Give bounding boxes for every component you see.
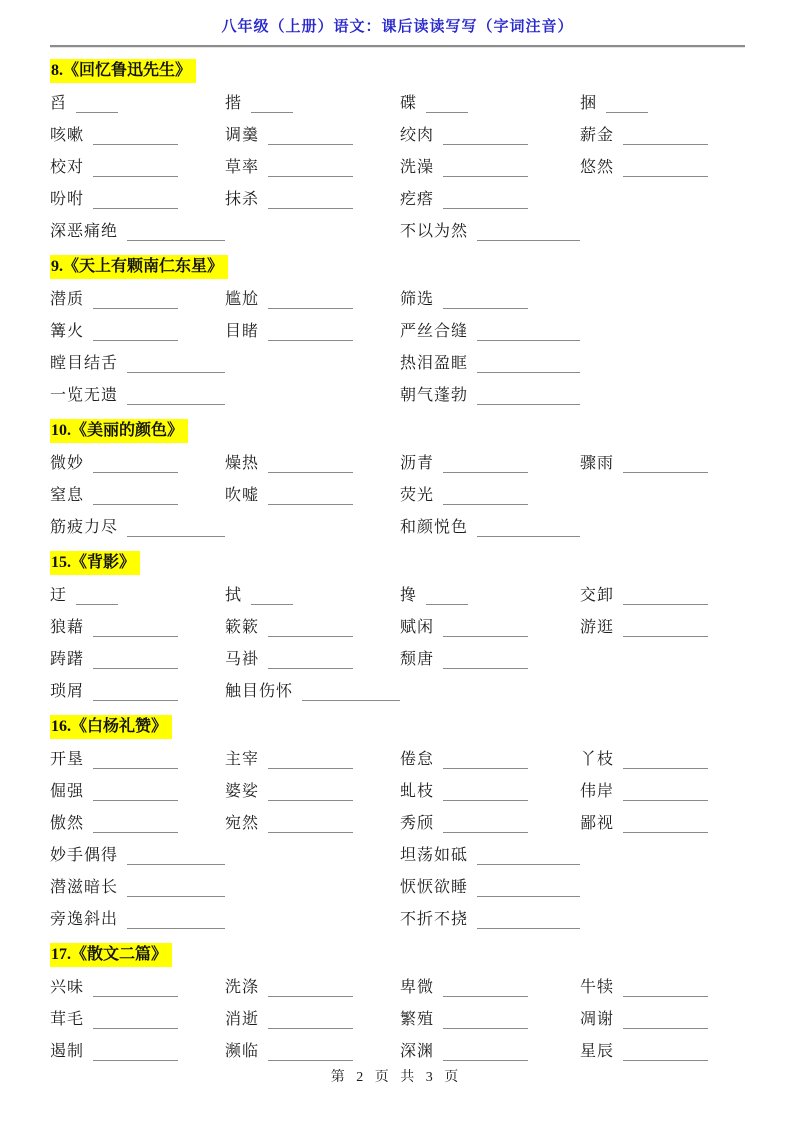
vocab-word: 琐屑 bbox=[50, 683, 85, 700]
vocab-item bbox=[400, 150, 580, 182]
pinyin-blank-line bbox=[443, 623, 528, 637]
pinyin-blank-line bbox=[268, 491, 353, 505]
vocab-word: 濒临 bbox=[225, 1043, 260, 1060]
vocab-word: 搀 bbox=[400, 587, 418, 604]
pinyin-blank-line bbox=[127, 523, 225, 537]
pinyin-blank-line bbox=[268, 655, 353, 669]
vocab-item bbox=[580, 1002, 745, 1034]
vocab-word: 草率 bbox=[225, 159, 260, 176]
vocab-item bbox=[50, 118, 225, 150]
vocab-word: 开垦 bbox=[50, 751, 85, 768]
vocab-word: 严丝合缝 bbox=[400, 323, 469, 340]
pinyin-blank-line bbox=[443, 295, 528, 309]
vocab-word: 繁殖 bbox=[400, 1011, 435, 1028]
vocab-word: 沥青 bbox=[400, 455, 435, 472]
vocab-row bbox=[50, 346, 745, 378]
vocab-word: 傲然 bbox=[50, 815, 85, 832]
page-title: 八年级（上册）语文：课后读读写写（字词注音） bbox=[221, 19, 574, 35]
vocab-item bbox=[50, 970, 225, 1002]
vocab-item bbox=[225, 578, 400, 610]
pinyin-blank-line bbox=[127, 391, 225, 405]
vocab-word: 捆 bbox=[580, 95, 598, 112]
pinyin-blank-line bbox=[93, 1047, 178, 1061]
vocab-item bbox=[225, 774, 400, 806]
vocab-item bbox=[400, 182, 580, 214]
vocab-item bbox=[580, 446, 745, 478]
vocab-item bbox=[400, 1034, 580, 1066]
pinyin-blank-line bbox=[268, 1047, 353, 1061]
pinyin-blank-line bbox=[443, 787, 528, 801]
vocab-word: 薪金 bbox=[580, 127, 615, 144]
vocab-item bbox=[400, 642, 580, 674]
vocab-item bbox=[400, 838, 580, 870]
vocab-word: 绞肉 bbox=[400, 127, 435, 144]
lesson-section bbox=[50, 50, 745, 246]
pinyin-blank-line bbox=[443, 459, 528, 473]
vocab-item bbox=[400, 86, 580, 118]
pinyin-blank-line bbox=[268, 755, 353, 769]
pinyin-blank-line bbox=[251, 591, 293, 605]
vocab-item bbox=[225, 182, 400, 214]
pinyin-blank-line bbox=[477, 883, 580, 897]
vocab-word: 妙手偶得 bbox=[50, 847, 119, 864]
pinyin-blank-line bbox=[93, 655, 178, 669]
vocab-item bbox=[225, 970, 400, 1002]
pinyin-blank-line bbox=[443, 755, 528, 769]
vocab-row bbox=[50, 838, 745, 870]
page-footer bbox=[0, 1066, 793, 1086]
vocab-item bbox=[50, 86, 225, 118]
pinyin-blank-line bbox=[477, 915, 580, 929]
vocab-item bbox=[50, 674, 225, 706]
pinyin-blank-line bbox=[477, 227, 580, 241]
vocab-word: 丫枝 bbox=[580, 751, 615, 768]
vocab-item bbox=[50, 1034, 225, 1066]
vocab-item bbox=[400, 870, 580, 902]
vocab-word: 碟 bbox=[400, 95, 418, 112]
pinyin-blank-line bbox=[302, 687, 400, 701]
pinyin-blank-line bbox=[268, 819, 353, 833]
vocab-word: 遏制 bbox=[50, 1043, 85, 1060]
vocab-word: 旁逸斜出 bbox=[50, 911, 119, 928]
pinyin-blank-line bbox=[443, 819, 528, 833]
vocab-item bbox=[400, 806, 580, 838]
vocab-word: 揩 bbox=[225, 95, 243, 112]
pinyin-blank-line bbox=[443, 655, 528, 669]
vocab-word: 篝火 bbox=[50, 323, 85, 340]
pinyin-blank-line bbox=[268, 787, 353, 801]
pinyin-blank-line bbox=[93, 623, 178, 637]
vocab-word: 马褂 bbox=[225, 651, 260, 668]
pinyin-blank-line bbox=[268, 623, 353, 637]
vocab-row bbox=[50, 510, 745, 542]
vocab-word: 荧光 bbox=[400, 487, 435, 504]
vocab-item bbox=[50, 742, 225, 774]
vocab-word: 潜质 bbox=[50, 291, 85, 308]
pinyin-blank-line bbox=[443, 1015, 528, 1029]
pinyin-blank-line bbox=[443, 195, 528, 209]
section-heading: 16.《白杨礼赞》 bbox=[50, 715, 172, 739]
pinyin-blank-line bbox=[268, 131, 353, 145]
section-heading: 9.《天上有颗南仁东星》 bbox=[50, 255, 228, 279]
vocab-item bbox=[580, 86, 745, 118]
vocab-word: 咳嗽 bbox=[50, 127, 85, 144]
pinyin-blank-line bbox=[623, 755, 708, 769]
vocab-item bbox=[50, 578, 225, 610]
pinyin-blank-line bbox=[268, 295, 353, 309]
vocab-row bbox=[50, 214, 745, 246]
vocab-row bbox=[50, 578, 745, 610]
vocab-item bbox=[50, 902, 225, 934]
vocab-word: 悠然 bbox=[580, 159, 615, 176]
vocab-word: 迂 bbox=[50, 587, 68, 604]
vocab-item bbox=[225, 1034, 400, 1066]
vocab-item bbox=[50, 774, 225, 806]
lesson-section bbox=[50, 934, 745, 1066]
pinyin-blank-line bbox=[93, 687, 178, 701]
pinyin-blank-line bbox=[606, 99, 648, 113]
vocab-item bbox=[400, 478, 580, 510]
pinyin-blank-line bbox=[623, 1047, 708, 1061]
vocab-item bbox=[225, 674, 400, 706]
vocab-item bbox=[225, 742, 400, 774]
vocab-item bbox=[580, 610, 745, 642]
pinyin-blank-line bbox=[443, 131, 528, 145]
pinyin-blank-line bbox=[93, 327, 178, 341]
pinyin-blank-line bbox=[477, 327, 580, 341]
pinyin-blank-line bbox=[93, 491, 178, 505]
vocab-word: 窒息 bbox=[50, 487, 85, 504]
vocab-item bbox=[400, 446, 580, 478]
pinyin-blank-line bbox=[443, 163, 528, 177]
vocab-word: 洗澡 bbox=[400, 159, 435, 176]
pinyin-blank-line bbox=[268, 1015, 353, 1029]
pinyin-blank-line bbox=[127, 915, 225, 929]
vocab-word: 校对 bbox=[50, 159, 85, 176]
vocab-word: 洗涤 bbox=[225, 979, 260, 996]
vocab-item bbox=[50, 870, 225, 902]
vocab-row bbox=[50, 478, 745, 510]
vocab-item bbox=[225, 150, 400, 182]
vocab-word: 触目伤怀 bbox=[225, 683, 294, 700]
section-heading: 10.《美丽的颜色》 bbox=[50, 419, 188, 443]
vocab-word: 不以为然 bbox=[400, 223, 469, 240]
vocab-item bbox=[50, 314, 225, 346]
pinyin-blank-line bbox=[426, 591, 468, 605]
pinyin-blank-line bbox=[93, 131, 178, 145]
pinyin-blank-line bbox=[93, 163, 178, 177]
pinyin-blank-line bbox=[477, 391, 580, 405]
vocab-item bbox=[225, 86, 400, 118]
vocab-item bbox=[50, 642, 225, 674]
vocab-row bbox=[50, 118, 745, 150]
vocab-word: 茸毛 bbox=[50, 1011, 85, 1028]
vocab-item bbox=[50, 150, 225, 182]
vocab-word: 兴味 bbox=[50, 979, 85, 996]
pinyin-blank-line bbox=[623, 131, 708, 145]
pinyin-blank-line bbox=[251, 99, 293, 113]
vocab-row bbox=[50, 870, 745, 902]
vocab-word: 吩咐 bbox=[50, 191, 85, 208]
pinyin-blank-line bbox=[443, 1047, 528, 1061]
pinyin-blank-line bbox=[93, 983, 178, 997]
vocab-row bbox=[50, 1002, 745, 1034]
vocab-row bbox=[50, 674, 745, 706]
pinyin-blank-line bbox=[93, 755, 178, 769]
lesson-section bbox=[50, 542, 745, 706]
vocab-item bbox=[400, 902, 580, 934]
vocab-word: 虬枝 bbox=[400, 783, 435, 800]
vocab-item bbox=[400, 314, 580, 346]
pinyin-blank-line bbox=[127, 359, 225, 373]
vocab-item bbox=[50, 610, 225, 642]
vocab-item bbox=[580, 1034, 745, 1066]
pinyin-blank-line bbox=[268, 327, 353, 341]
vocab-word: 伟岸 bbox=[580, 783, 615, 800]
vocab-word: 婆娑 bbox=[225, 783, 260, 800]
pinyin-blank-line bbox=[93, 459, 178, 473]
pinyin-blank-line bbox=[623, 591, 708, 605]
pinyin-blank-line bbox=[477, 523, 580, 537]
vocab-item bbox=[50, 510, 225, 542]
pinyin-blank-line bbox=[426, 99, 468, 113]
vocab-word: 主宰 bbox=[225, 751, 260, 768]
vocab-item bbox=[400, 578, 580, 610]
vocab-item bbox=[580, 118, 745, 150]
vocab-item bbox=[50, 182, 225, 214]
vocab-word: 筛选 bbox=[400, 291, 435, 308]
vocab-item bbox=[400, 774, 580, 806]
vocab-word: 朝气蓬勃 bbox=[400, 387, 469, 404]
vocab-item bbox=[225, 446, 400, 478]
vocab-row bbox=[50, 970, 745, 1002]
pinyin-blank-line bbox=[268, 163, 353, 177]
vocab-word: 簌簌 bbox=[225, 619, 260, 636]
pinyin-blank-line bbox=[93, 295, 178, 309]
vocab-item bbox=[225, 806, 400, 838]
vocab-item bbox=[225, 1002, 400, 1034]
pinyin-blank-line bbox=[93, 787, 178, 801]
pinyin-blank-line bbox=[93, 195, 178, 209]
vocab-item bbox=[400, 282, 580, 314]
vocab-word: 深恶痛绝 bbox=[50, 223, 119, 240]
pinyin-blank-line bbox=[93, 819, 178, 833]
vocab-item bbox=[225, 610, 400, 642]
vocab-row bbox=[50, 150, 745, 182]
vocab-row bbox=[50, 742, 745, 774]
vocab-item bbox=[580, 578, 745, 610]
vocab-item bbox=[50, 1002, 225, 1034]
vocab-row bbox=[50, 902, 745, 934]
vocab-word: 调羹 bbox=[225, 127, 260, 144]
vocab-row bbox=[50, 642, 745, 674]
vocab-row bbox=[50, 314, 745, 346]
pinyin-blank-line bbox=[76, 591, 118, 605]
section-heading: 17.《散文二篇》 bbox=[50, 943, 172, 967]
vocab-item bbox=[50, 282, 225, 314]
vocab-word: 恹恹欲睡 bbox=[400, 879, 469, 896]
vocab-word: 燥热 bbox=[225, 455, 260, 472]
vocab-word: 踌躇 bbox=[50, 651, 85, 668]
vocab-word: 颓唐 bbox=[400, 651, 435, 668]
vocab-word: 抹杀 bbox=[225, 191, 260, 208]
vocab-row bbox=[50, 378, 745, 410]
vocab-word: 热泪盈眶 bbox=[400, 355, 469, 372]
pinyin-blank-line bbox=[127, 227, 225, 241]
pinyin-blank-line bbox=[127, 851, 225, 865]
vocab-item bbox=[225, 282, 400, 314]
vocab-item bbox=[400, 346, 580, 378]
sections-container bbox=[50, 50, 745, 1066]
vocab-word: 倔强 bbox=[50, 783, 85, 800]
lesson-section bbox=[50, 410, 745, 542]
vocab-word: 狼藉 bbox=[50, 619, 85, 636]
lesson-section bbox=[50, 706, 745, 934]
vocab-row bbox=[50, 774, 745, 806]
vocab-item bbox=[580, 774, 745, 806]
vocab-word: 秀颀 bbox=[400, 815, 435, 832]
vocab-word: 赋闲 bbox=[400, 619, 435, 636]
vocab-word: 骤雨 bbox=[580, 455, 615, 472]
vocab-item bbox=[50, 214, 225, 246]
pinyin-blank-line bbox=[268, 459, 353, 473]
pinyin-blank-line bbox=[623, 459, 708, 473]
pinyin-blank-line bbox=[623, 983, 708, 997]
vocab-word: 游逛 bbox=[580, 619, 615, 636]
header-divider bbox=[50, 45, 745, 48]
vocab-item bbox=[50, 446, 225, 478]
pinyin-blank-line bbox=[76, 99, 118, 113]
vocab-row bbox=[50, 446, 745, 478]
vocab-row bbox=[50, 806, 745, 838]
vocab-item bbox=[225, 314, 400, 346]
vocab-word: 吹嘘 bbox=[225, 487, 260, 504]
vocab-word: 凋谢 bbox=[580, 1011, 615, 1028]
pinyin-blank-line bbox=[477, 851, 580, 865]
page-header bbox=[50, 16, 745, 48]
vocab-word: 疙瘩 bbox=[400, 191, 435, 208]
vocab-item bbox=[580, 970, 745, 1002]
vocab-item bbox=[580, 742, 745, 774]
vocab-word: 潜滋暗长 bbox=[50, 879, 119, 896]
vocab-word: 瞠目结舌 bbox=[50, 355, 119, 372]
vocab-item bbox=[50, 838, 225, 870]
vocab-word: 交卸 bbox=[580, 587, 615, 604]
pinyin-blank-line bbox=[268, 983, 353, 997]
page-number-text: 第 2 页 共 3 页 bbox=[330, 1070, 463, 1085]
vocab-word: 和颜悦色 bbox=[400, 519, 469, 536]
vocab-item bbox=[400, 214, 580, 246]
pinyin-blank-line bbox=[127, 883, 225, 897]
pinyin-blank-line bbox=[443, 983, 528, 997]
vocab-item bbox=[50, 378, 225, 410]
section-heading: 15.《背影》 bbox=[50, 551, 140, 575]
vocab-item bbox=[400, 1002, 580, 1034]
vocab-word: 牛犊 bbox=[580, 979, 615, 996]
vocab-word: 不折不挠 bbox=[400, 911, 469, 928]
vocab-item bbox=[225, 478, 400, 510]
vocab-word: 消逝 bbox=[225, 1011, 260, 1028]
pinyin-blank-line bbox=[443, 491, 528, 505]
vocab-word: 目睹 bbox=[225, 323, 260, 340]
vocab-item bbox=[400, 378, 580, 410]
vocab-item bbox=[400, 742, 580, 774]
lesson-section bbox=[50, 246, 745, 410]
vocab-item bbox=[50, 346, 225, 378]
pinyin-blank-line bbox=[623, 623, 708, 637]
pinyin-blank-line bbox=[623, 163, 708, 177]
pinyin-blank-line bbox=[93, 1015, 178, 1029]
vocab-item bbox=[400, 610, 580, 642]
pinyin-blank-line bbox=[477, 359, 580, 373]
vocab-item bbox=[50, 478, 225, 510]
vocab-word: 倦怠 bbox=[400, 751, 435, 768]
vocab-item bbox=[400, 118, 580, 150]
vocab-word: 坦荡如砥 bbox=[400, 847, 469, 864]
vocab-item bbox=[50, 806, 225, 838]
vocab-word: 星辰 bbox=[580, 1043, 615, 1060]
vocab-word: 宛然 bbox=[225, 815, 260, 832]
vocab-item bbox=[225, 642, 400, 674]
pinyin-blank-line bbox=[623, 1015, 708, 1029]
vocab-row bbox=[50, 182, 745, 214]
vocab-word: 尴尬 bbox=[225, 291, 260, 308]
pinyin-blank-line bbox=[268, 195, 353, 209]
vocab-item bbox=[225, 118, 400, 150]
vocab-row bbox=[50, 610, 745, 642]
vocab-word: 一览无遗 bbox=[50, 387, 119, 404]
vocab-item bbox=[400, 970, 580, 1002]
vocab-row bbox=[50, 1034, 745, 1066]
pinyin-blank-line bbox=[623, 819, 708, 833]
vocab-item bbox=[580, 150, 745, 182]
vocab-row bbox=[50, 282, 745, 314]
vocab-word: 舀 bbox=[50, 95, 68, 112]
vocab-word: 拭 bbox=[225, 587, 243, 604]
vocab-item bbox=[580, 806, 745, 838]
vocab-word: 卑微 bbox=[400, 979, 435, 996]
vocab-word: 深渊 bbox=[400, 1043, 435, 1060]
vocab-word: 微妙 bbox=[50, 455, 85, 472]
vocab-word: 筋疲力尽 bbox=[50, 519, 119, 536]
vocab-item bbox=[400, 510, 580, 542]
section-heading: 8.《回忆鲁迅先生》 bbox=[50, 59, 196, 83]
pinyin-blank-line bbox=[623, 787, 708, 801]
vocab-row bbox=[50, 86, 745, 118]
vocab-word: 鄙视 bbox=[580, 815, 615, 832]
